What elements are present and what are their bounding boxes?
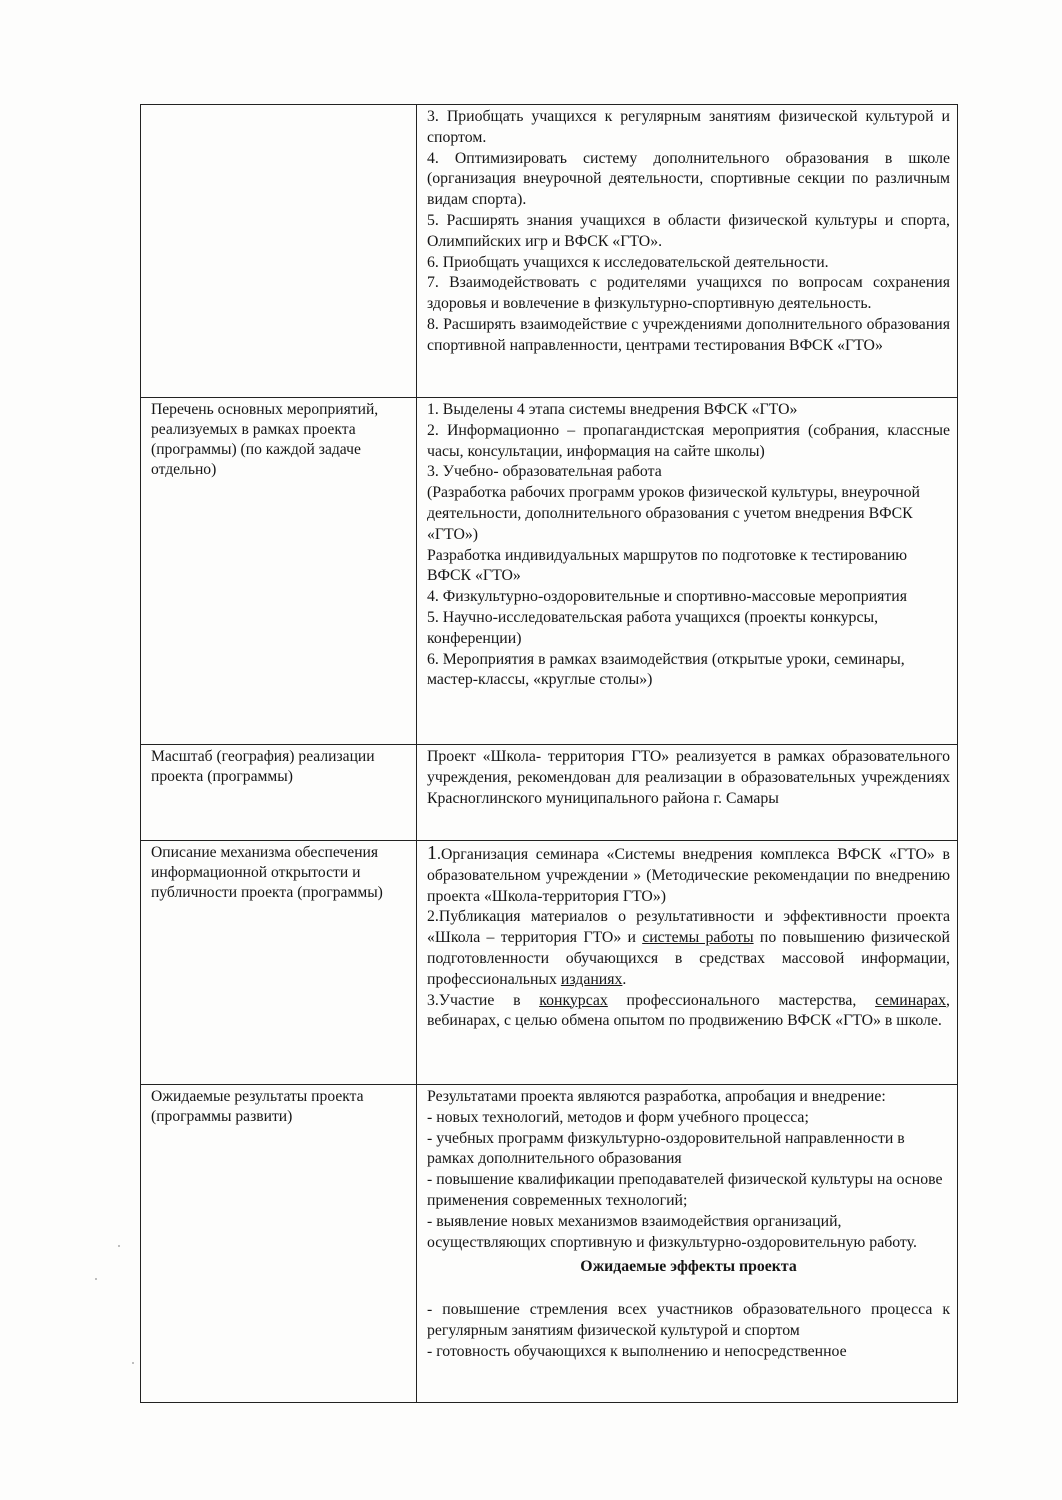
- paragraph-2: [427, 907, 950, 990]
- underlined-text: семинарах: [875, 991, 947, 1009]
- scan-speck: [95, 1278, 97, 1280]
- scale-text: Проект «Школа- территория ГТО» реализуется в рамках образовательного учреждения, рекомендован для реализации в образовательных учреждениях Красноглинского муниципального района г. Самары: [417, 745, 958, 841]
- underlined-text: системы работы: [642, 929, 754, 947]
- table-row-activities: [141, 398, 958, 745]
- list-item: Разработка индивидуальных маршрутов по подготовке к тестированию ВФСК «ГТО»: [427, 546, 908, 585]
- table-row-scale: [141, 745, 958, 841]
- effects-heading: Ожидаемые эффекты проекта: [580, 1258, 797, 1276]
- table-row-tasks: [141, 105, 958, 398]
- paragraph-text: .: [622, 970, 627, 988]
- row-label-empty: [141, 105, 417, 398]
- list-item: 5. Расширять знания учащихся в области физической культуры и спорта, Олимпийских игр и ВФСК «ГТО».: [427, 211, 950, 250]
- row-label-scale: Масштаб (география) реализации проекта (программы): [141, 745, 417, 841]
- paragraph-text: 3.Участие в: [427, 991, 540, 1009]
- results-text: [417, 1085, 958, 1403]
- row-label-openness: Описание механизма обеспечения информационной открытости и публичности проекта (программы): [141, 841, 417, 1085]
- list-item: (Разработка рабочих программ уроков физической культуры, внеурочной деятельности, дополнительного образования с учетом внедрения ВФСК «ГТО»): [427, 484, 921, 543]
- table-row-results: [141, 1085, 958, 1403]
- list-item: - новых технологий, методов и форм учебного процесса;: [427, 1108, 809, 1126]
- paragraph-3: [427, 991, 950, 1033]
- openness-text: [417, 841, 958, 1085]
- list-item: 4. Оптимизировать систему дополнительного образования в школе (организация внеурочной деятельности, спортивные секции по различным видам спорта).: [427, 149, 950, 209]
- paragraph-text: 2.Публикация материалов о результативности и эффективности проекта «Школа – территория ГТО» и: [427, 908, 950, 947]
- table-row-openness: [141, 841, 958, 1085]
- underlined-text: конкурсах: [539, 991, 608, 1009]
- row-label-results: Ожидаемые результаты проекта (программы развити): [141, 1085, 417, 1403]
- scan-speck: [132, 1362, 134, 1364]
- paragraph-1: [427, 843, 950, 907]
- list-item: 4. Физкультурно-оздоровительные и спортивно-массовые мероприятия: [427, 588, 907, 606]
- list-item: 3. Учебно- образовательная работа: [427, 463, 662, 481]
- paragraph-number: 1: [427, 842, 437, 864]
- list-item: 1. Выделены 4 этапа системы внедрения ВФСК «ГТО»: [427, 401, 798, 418]
- paragraph-text: по повышению физической подготовленности обучающихся в средствах массовой информации, профессиональных: [427, 929, 951, 988]
- results-intro: Результатами проекта являются разработка, апробация и внедрение:: [427, 1088, 886, 1105]
- row-label-activities: Перечень основных мероприятий, реализуемых в рамках проекта (программы) (по каждой задаче отдельно): [141, 398, 417, 745]
- list-item: 2. Информационно – пропагандистская мероприятия (собрания, классные часы, консультации, информация на сайте школы): [427, 421, 950, 460]
- list-item: 7. Взаимодействовать с родителями учащихся по вопросам сохранения здоровья и вовлечение в физкультурно-спортивную деятельность.: [427, 274, 950, 313]
- paragraph-text: , вебинарах, с целью обмена опытом по продвижению ВФСК «ГТО» в школе.: [427, 991, 950, 1030]
- list-item: 3. Приобщать учащихся к регулярным занятиям физической культурой и спортом.: [427, 108, 950, 146]
- list-item: - готовность обучающихся к выполнению и непосредственное: [427, 1342, 847, 1360]
- list-item: 6. Приобщать учащихся к исследовательской деятельности.: [427, 253, 829, 271]
- scan-speck: [118, 1245, 120, 1247]
- list-item: - повышение стремления всех участников образовательного процесса к регулярным занятиям физической культурой и спортом: [427, 1301, 950, 1339]
- list-item: 5. Научно-исследовательская работа учащихся (проекты конкурсы, конференции): [427, 608, 879, 647]
- underlined-text: изданиях: [560, 970, 623, 988]
- paragraph-text: .Организация семинара «Системы внедрения комплекса ВФСК «ГТО» в образовательном учреждении » (Методические рекомендации по внедрению проекта «Школа-территория ГТО»): [427, 846, 950, 905]
- list-item: 8. Расширять взаимодействие с учреждениями дополнительного образования спортивной направленности, центрами тестирования ВФСК «ГТО»: [427, 315, 950, 354]
- list-item: - учебных программ физкультурно-оздоровительной направленности в рамках дополнительного образования: [427, 1129, 905, 1168]
- document-page: [140, 104, 958, 1403]
- activities-list: [417, 398, 958, 745]
- list-item: - повышение квалификации преподавателей физической культуры на основе применения современных технологий;: [427, 1171, 943, 1209]
- list-item: - выявление новых механизмов взаимодействия организаций, осуществляющих спортивную и физкультурно-оздоровительную работу.: [427, 1212, 917, 1251]
- list-item: 6. Мероприятия в рамках взаимодействия (открытые уроки, семинары, мастер-классы, «круглые столы»): [427, 650, 905, 689]
- tasks-list: [417, 105, 958, 398]
- project-passport-table: [140, 104, 958, 1403]
- paragraph-text: профессионального мастерства,: [607, 991, 876, 1009]
